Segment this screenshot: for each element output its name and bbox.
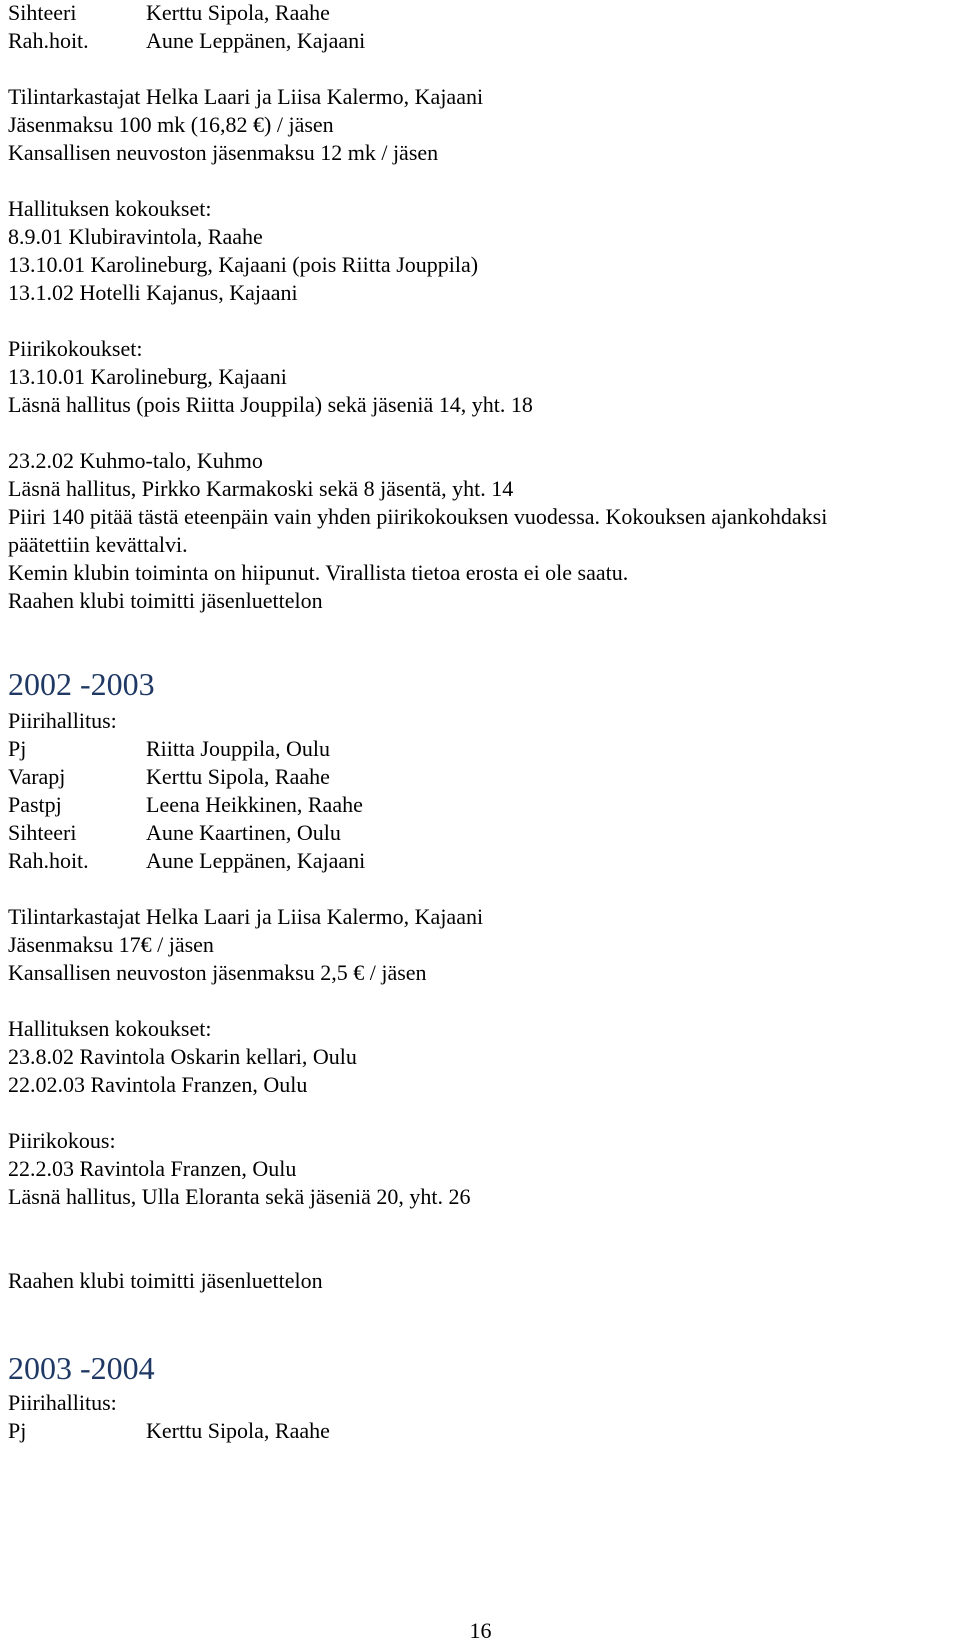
officer-row: [8, 848, 365, 874]
board-meeting-item: 13.10.01 Karolineburg, Kajaani (pois Riitta Jouppila): [8, 252, 479, 277]
membership-fee-line: Jäsenmaksu 17€ / jäsen: [8, 932, 214, 957]
district-meeting-line: 22.2.03 Ravintola Franzen, Oulu: [8, 1156, 297, 1181]
officer-role: Sihteeri: [8, 0, 77, 25]
officer-name: Aune Leppänen, Kajaani: [146, 848, 366, 873]
district-meeting-line: Läsnä hallitus (pois Riitta Jouppila) sekä jäseniä 14, yht. 18: [8, 392, 533, 417]
officer-role: Pj: [8, 736, 27, 761]
district-meeting-line: Raahen klubi toimitti jäsenluettelon: [8, 588, 323, 613]
officer-row: [8, 0, 330, 26]
officer-name: Kerttu Sipola, Raahe: [146, 0, 330, 25]
district-meeting-line: Kemin klubin toiminta on hiipunut. Virallista tietoa erosta ei ole saatu.: [8, 560, 629, 585]
officer-role: Rah.hoit.: [8, 28, 89, 53]
officer-role: Pastpj: [8, 792, 62, 817]
district-meeting-line: Läsnä hallitus, Pirkko Karmakoski sekä 8 jäsentä, yht. 14: [8, 476, 514, 501]
officer-name: Aune Leppänen, Kajaani: [146, 28, 366, 53]
officer-name: Leena Heikkinen, Raahe: [146, 792, 363, 817]
auditors-line: Tilintarkastajat Helka Laari ja Liisa Kalermo, Kajaani: [8, 84, 484, 109]
officer-name: Kerttu Sipola, Raahe: [146, 764, 330, 789]
officer-row: [8, 1418, 330, 1444]
board-meeting-item: 22.02.03 Ravintola Franzen, Oulu: [8, 1072, 308, 1097]
year-heading: 2003 -2004: [8, 1350, 155, 1386]
district-meetings-title: Piirikokoukset:: [8, 336, 143, 361]
year-heading: 2002 -2003: [8, 666, 155, 702]
auditors-line: Tilintarkastajat Helka Laari ja Liisa Kalermo, Kajaani: [8, 904, 484, 929]
district-meeting-line: päätettiin kevättalvi.: [8, 532, 188, 557]
officer-row: [8, 764, 330, 790]
closing-note: Raahen klubi toimitti jäsenluettelon: [8, 1268, 323, 1293]
officer-name: Aune Kaartinen, Oulu: [146, 820, 341, 845]
board-title: Piirihallitus:: [8, 1390, 117, 1415]
national-fee-line: Kansallisen neuvoston jäsenmaksu 12 mk / jäsen: [8, 140, 439, 165]
membership-fee-line: Jäsenmaksu 100 mk (16,82 €) / jäsen: [8, 112, 334, 137]
district-meeting-line: Läsnä hallitus, Ulla Eloranta sekä jäseniä 20, yht. 26: [8, 1184, 471, 1209]
officer-role: Sihteeri: [8, 820, 77, 845]
officer-role: Pj: [8, 1418, 27, 1443]
district-meeting-title: Piirikokous:: [8, 1128, 116, 1153]
officer-role: Rah.hoit.: [8, 848, 89, 873]
officer-role: Varapj: [8, 764, 66, 789]
district-meeting-line: 13.10.01 Karolineburg, Kajaani: [8, 364, 287, 389]
page-number: 16: [469, 1618, 492, 1643]
officer-row: [8, 792, 363, 818]
district-meeting-line: Piiri 140 pitää tästä eteenpäin vain yhden piirikokouksen vuodessa. Kokouksen ajankohdaksi: [8, 504, 828, 529]
officer-row: [8, 736, 330, 762]
board-meeting-item: 8.9.01 Klubiravintola, Raahe: [8, 224, 263, 249]
board-meeting-item: 23.8.02 Ravintola Oskarin kellari, Oulu: [8, 1044, 357, 1069]
officer-row: [8, 28, 365, 54]
board-meetings-title: Hallituksen kokoukset:: [8, 196, 212, 221]
board-title: Piirihallitus:: [8, 708, 117, 733]
board-meeting-item: 13.1.02 Hotelli Kajanus, Kajaani: [8, 280, 298, 305]
national-fee-line: Kansallisen neuvoston jäsenmaksu 2,5 € / jäsen: [8, 960, 427, 985]
district-meeting-line: 23.2.02 Kuhmo-talo, Kuhmo: [8, 448, 263, 473]
officer-row: [8, 820, 341, 846]
officer-name: Kerttu Sipola, Raahe: [146, 1418, 330, 1443]
board-meetings-title: Hallituksen kokoukset:: [8, 1016, 212, 1041]
officer-name: Riitta Jouppila, Oulu: [146, 736, 330, 761]
